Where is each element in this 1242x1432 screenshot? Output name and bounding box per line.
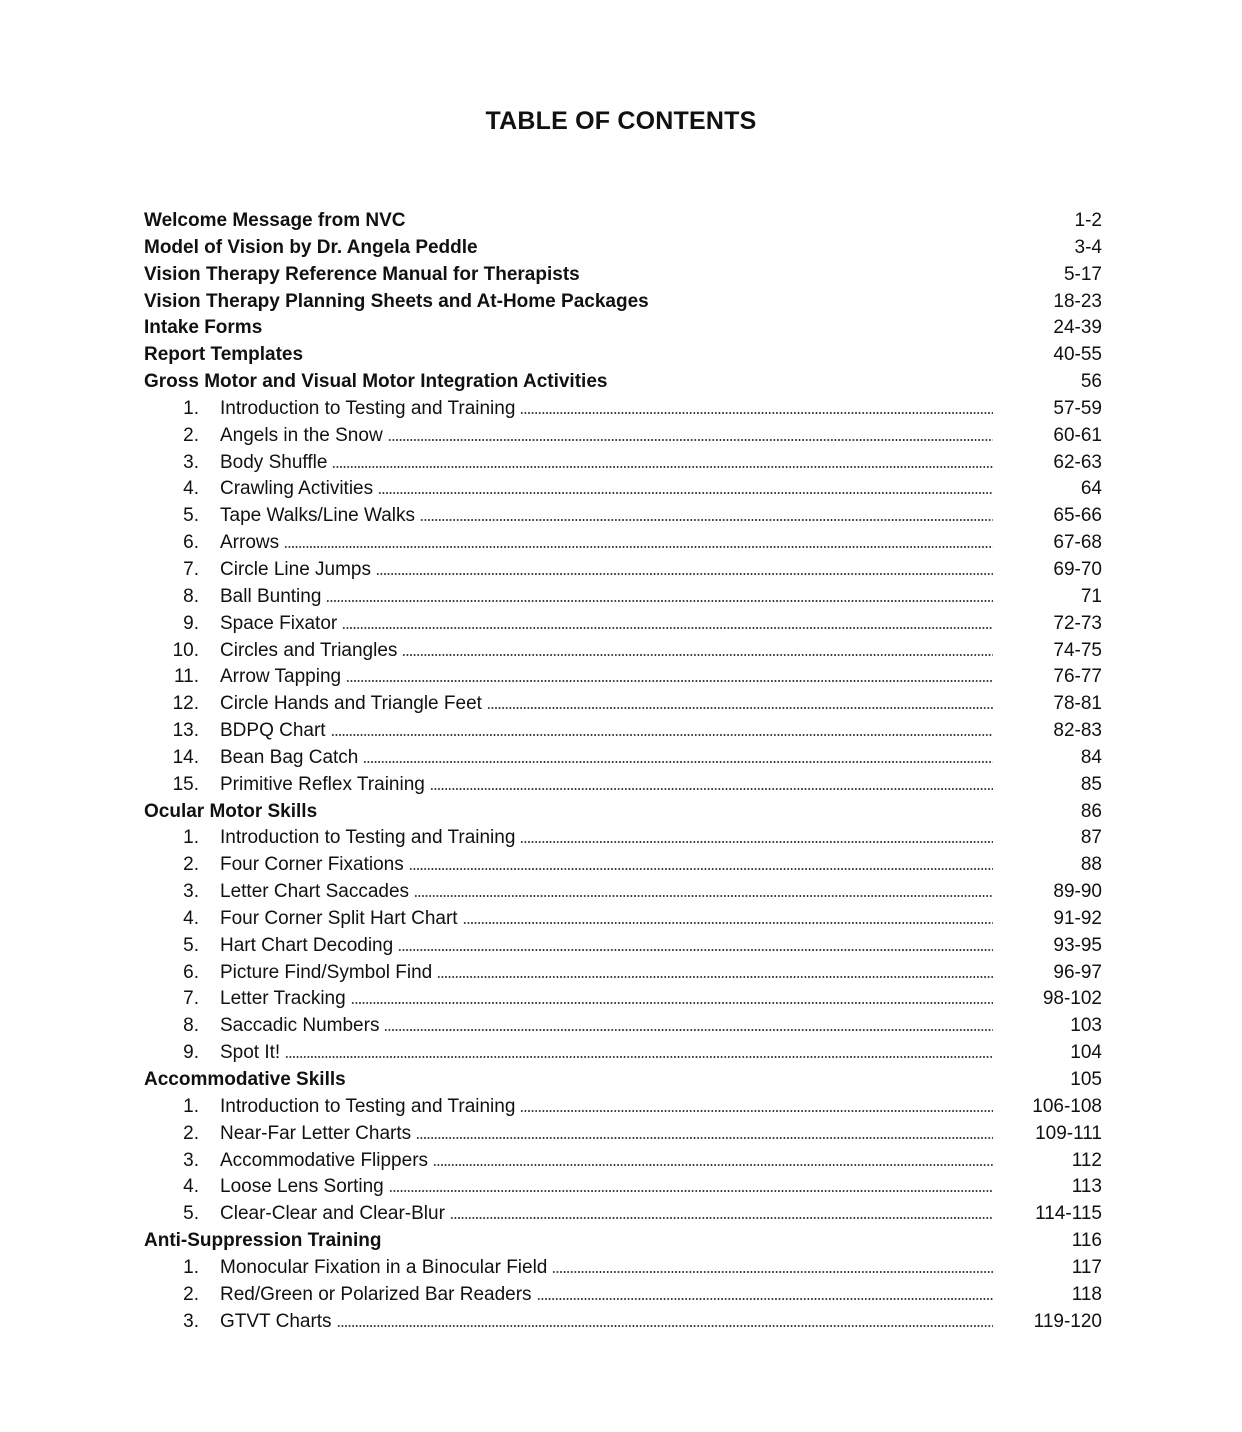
toc-item-entry [220,691,993,718]
toc-item-title: Accommodative Flippers [220,1149,429,1171]
toc-section-pages: 86 [1080,800,1102,822]
toc-item-number: 8. [183,585,199,607]
toc-item-title: Crawling Activities [220,478,374,500]
toc-item-entry [220,986,993,1013]
dot-leader [363,761,993,763]
toc-item-number: 2. [183,1283,199,1305]
toc-section-title: Anti-Suppression Training [144,1230,382,1252]
toc-section-row [144,262,1102,289]
dot-leader [414,895,993,897]
toc-item-number: 1. [183,1095,199,1117]
toc-item-title: Introduction to Testing and Training [220,397,516,419]
toc-item-row [144,450,1102,477]
dot-leader [552,1271,993,1273]
toc-item-number: 3. [183,451,199,473]
toc-item-row [144,557,1102,584]
toc-item-number: 9. [183,1042,199,1064]
dot-leader [285,1056,993,1058]
dot-leader [389,1190,993,1192]
dot-leader [463,922,993,924]
toc-item-row [144,1040,1102,1067]
toc-item-title: Clear-Clear and Clear-Blur [220,1203,445,1225]
toc-item-entry [220,718,993,745]
dot-leader [384,1029,993,1031]
toc-item-title: Primitive Reflex Training [220,773,425,795]
dot-leader [337,1325,993,1327]
toc-item-entry [220,852,993,879]
toc-item-number: 2. [183,1122,199,1144]
toc-item-title: Spot It! [220,1042,281,1064]
toc-item-number: 4. [183,907,199,929]
toc-item-title: Near-Far Letter Charts [220,1122,412,1144]
toc-section-row [144,1228,1102,1255]
toc-item-entry [220,1201,993,1228]
toc-item-row [144,1255,1102,1282]
toc-section-pages: 56 [1080,371,1102,393]
toc-item-pages: 78-81 [1053,693,1102,715]
toc-item-row [144,745,1102,772]
dot-leader [388,439,993,441]
toc-section-pages: 1-2 [1074,210,1102,231]
toc-item-pages: 93-95 [1053,934,1102,956]
toc-item-row [144,503,1102,530]
toc-item-title: Body Shuffle [220,451,328,473]
toc-item-title: Monocular Fixation in a Binocular Field [220,1256,548,1278]
toc-item-entry [220,1148,993,1175]
toc-item-pages: 74-75 [1053,639,1102,661]
toc-item-number: 4. [183,478,199,500]
dot-leader [331,734,993,736]
toc-item-row [144,960,1102,987]
toc-item-pages: 82-83 [1053,720,1102,742]
toc-item-title: Circle Hands and Triangle Feet [220,693,482,715]
toc-item-number: 6. [183,532,199,554]
toc-item-entry [220,906,993,933]
toc-item-row [144,530,1102,557]
toc-item-title: Letter Chart Saccades [220,881,410,903]
toc-item-number: 1. [183,827,199,849]
page-title: TABLE OF CONTENTS [485,107,757,135]
toc-item-title: Letter Tracking [220,988,346,1010]
toc-item-row [144,1309,1102,1336]
toc-item-title: GTVT Charts [220,1310,332,1332]
toc-item-pages: 119-120 [1033,1310,1102,1332]
toc-item-entry [220,638,993,665]
dot-leader [342,627,993,629]
toc-section-row [144,315,1102,342]
toc-section-pages: 18-23 [1053,290,1102,312]
toc-item-number: 9. [183,612,199,634]
toc-item-pages: 118 [1071,1283,1102,1305]
dot-leader [378,492,993,494]
toc-item-entry [220,772,993,799]
dot-leader [487,707,993,709]
toc-item-title: Four Corner Split Hart Chart [220,907,458,929]
toc-item-number: 14. [172,746,199,768]
toc-section-pages: 24-39 [1053,317,1102,339]
toc-item-number: 11. [173,666,199,688]
dot-leader [326,600,993,602]
toc-item-row [144,584,1102,611]
toc-item-title: Bean Bag Catch [220,746,359,768]
toc-item-entry [220,1309,993,1336]
dot-leader [520,841,993,843]
toc-item-title: Tape Walks/Line Walks [220,505,415,527]
dot-leader [420,519,993,521]
toc-item-title: Introduction to Testing and Training [220,1095,516,1117]
toc-section-title: Model of Vision by Dr. Angela Peddle [144,236,478,258]
toc-item-entry [220,423,993,450]
dot-leader [537,1298,993,1300]
toc-section-row [144,208,1102,235]
toc-section-row [144,342,1102,369]
toc-item-entry [220,1174,993,1201]
toc-item-number: 7. [183,988,199,1010]
toc-item-row [144,396,1102,423]
toc-item-title: Red/Green or Polarized Bar Readers [220,1283,532,1305]
table-of-contents [144,208,1102,1335]
toc-section-title: Vision Therapy Planning Sheets and At-Home Packages [144,290,649,312]
toc-item-entry [220,1040,993,1067]
toc-section-pages: 116 [1071,1230,1102,1252]
toc-item-title: Ball Bunting [220,585,322,607]
toc-item-pages: 64 [1080,478,1102,500]
toc-item-number: 15. [172,773,199,795]
toc-item-row [144,476,1102,503]
toc-item-row [144,1121,1102,1148]
toc-item-pages: 62-63 [1053,451,1102,473]
toc-item-entry [220,1282,993,1309]
dot-leader [430,788,993,790]
toc-item-title: Introduction to Testing and Training [220,827,516,849]
toc-item-entry [220,476,993,503]
toc-item-entry [220,933,993,960]
toc-item-pages: 84 [1080,746,1102,768]
toc-item-entry [220,611,993,638]
toc-item-title: Arrows [220,532,280,554]
toc-item-row [144,664,1102,691]
toc-section-pages: 40-55 [1053,344,1102,366]
dot-leader [520,1110,993,1112]
toc-section-title: Vision Therapy Reference Manual for Therapists [144,263,580,285]
toc-item-pages: 60-61 [1053,424,1102,446]
dot-leader [284,546,993,548]
toc-item-title: Picture Find/Symbol Find [220,961,433,983]
toc-item-pages: 109-111 [1035,1122,1102,1144]
toc-item-pages: 112 [1071,1149,1102,1171]
toc-item-pages: 65-66 [1053,505,1102,527]
toc-item-number: 3. [183,1310,199,1332]
dot-leader [402,654,993,656]
toc-item-row [144,772,1102,799]
dot-leader [409,868,993,870]
toc-item-title: Angels in the Snow [220,424,383,446]
toc-item-pages: 117 [1071,1256,1102,1278]
toc-item-row [144,1148,1102,1175]
toc-item-pages: 76-77 [1053,666,1102,688]
dot-leader [450,1217,993,1219]
toc-item-number: 4. [183,1176,199,1198]
dot-leader [346,680,993,682]
toc-item-pages: 91-92 [1053,907,1102,929]
toc-item-number: 5. [183,934,199,956]
dot-leader [351,1002,993,1004]
toc-section-pages: 3-4 [1074,236,1102,258]
dot-leader [416,1137,993,1139]
dot-leader [437,976,993,978]
toc-item-number: 8. [183,1015,199,1037]
toc-item-number: 5. [183,1203,199,1225]
toc-item-number: 13. [172,720,199,742]
toc-section-row [144,369,1102,396]
toc-item-entry [220,879,993,906]
dot-leader [332,466,993,468]
toc-item-entry [220,396,993,423]
toc-item-title: Four Corner Fixations [220,854,404,876]
toc-item-row [144,691,1102,718]
toc-item-pages: 98-102 [1042,988,1102,1010]
toc-section-row [144,235,1102,262]
toc-item-pages: 71 [1080,585,1102,607]
toc-item-pages: 72-73 [1053,612,1102,634]
toc-item-number: 5. [183,505,199,527]
toc-item-row [144,1094,1102,1121]
toc-section-title: Ocular Motor Skills [144,800,318,822]
toc-item-pages: 114-115 [1035,1203,1102,1225]
toc-item-entry [220,1094,993,1121]
toc-item-number: 2. [183,854,199,876]
toc-item-pages: 67-68 [1053,532,1102,554]
toc-section-pages: 105 [1070,1069,1102,1090]
toc-item-number: 1. [183,1256,199,1278]
toc-item-number: 7. [183,558,199,580]
toc-item-pages: 106-108 [1032,1095,1102,1117]
toc-item-title: Loose Lens Sorting [220,1176,384,1198]
toc-item-title: Arrow Tapping [220,666,342,688]
toc-section-pages: 5-17 [1063,263,1102,285]
toc-item-pages: 88 [1080,854,1102,876]
toc-item-title: Circle Line Jumps [220,558,371,580]
toc-item-pages: 96-97 [1053,961,1102,983]
toc-item-title: Saccadic Numbers [220,1015,380,1037]
toc-item-number: 6. [183,961,199,983]
toc-section-title: Intake Forms [144,317,263,339]
toc-item-number: 3. [183,1149,199,1171]
toc-item-title: Space Fixator [220,612,338,634]
toc-item-row [144,852,1102,879]
dot-leader [376,573,993,575]
toc-item-title: Circles and Triangles [220,639,398,661]
toc-item-pages: 69-70 [1053,558,1102,580]
toc-item-entry [220,1255,993,1282]
toc-item-row [144,1013,1102,1040]
toc-item-entry [220,503,993,530]
toc-section-title: Gross Motor and Visual Motor Integration Activities [144,371,608,393]
toc-item-row [144,879,1102,906]
toc-item-row [144,423,1102,450]
toc-section-title: Welcome Message from NVC [144,210,406,231]
toc-item-entry [220,825,993,852]
toc-item-row [144,1282,1102,1309]
toc-section-row [144,289,1102,316]
toc-item-number: 3. [183,881,199,903]
toc-item-entry [220,745,993,772]
toc-item-row [144,825,1102,852]
toc-item-pages: 103 [1070,1015,1102,1037]
toc-item-number: 10. [172,639,199,661]
toc-item-row [144,1201,1102,1228]
toc-item-row [144,718,1102,745]
dot-leader [433,1164,993,1166]
dot-leader [398,949,993,951]
toc-item-entry [220,530,993,557]
toc-section-title: Accommodative Skills [144,1069,346,1090]
toc-item-number: 1. [183,397,199,419]
toc-item-number: 2. [183,424,199,446]
toc-item-pages: 113 [1071,1176,1102,1198]
toc-item-pages: 85 [1080,773,1102,795]
toc-item-entry [220,960,993,987]
toc-item-row [144,611,1102,638]
toc-item-title: Hart Chart Decoding [220,934,394,956]
toc-item-pages: 87 [1080,827,1102,849]
toc-item-row [144,1174,1102,1201]
toc-item-row [144,638,1102,665]
toc-item-pages: 104 [1070,1042,1102,1064]
toc-item-entry [220,584,993,611]
toc-item-row [144,906,1102,933]
toc-item-pages: 89-90 [1053,881,1102,903]
toc-item-entry [220,557,993,584]
toc-item-entry [220,450,993,477]
dot-leader [520,412,993,414]
toc-item-entry [220,664,993,691]
toc-item-title: BDPQ Chart [220,720,326,742]
toc-item-row [144,933,1102,960]
toc-item-entry [220,1121,993,1148]
toc-item-entry [220,1013,993,1040]
toc-item-row [144,986,1102,1013]
toc-section-row [144,1067,1102,1094]
toc-section-title: Report Templates [144,344,304,366]
toc-item-number: 12. [172,693,199,715]
toc-item-pages: 57-59 [1053,397,1102,419]
toc-section-row [144,799,1102,826]
